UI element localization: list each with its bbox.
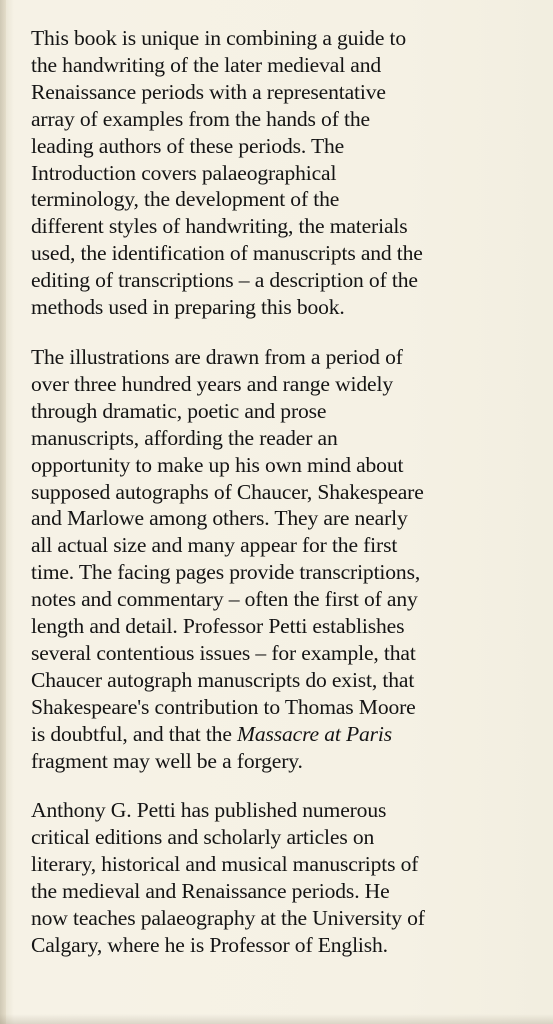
description-paragraph <box>31 25 536 321</box>
page-edge-shadow <box>0 0 6 1024</box>
text-line: array of examples from the hands of the <box>31 106 370 131</box>
text-line: different styles of handwriting, the materials <box>31 214 408 239</box>
text-line <box>31 721 536 748</box>
text-line: manuscripts, affording the reader an <box>31 425 338 450</box>
page-bottom-shadow <box>0 1014 553 1024</box>
text-line: methods used in preparing this book. <box>31 295 345 320</box>
text-line: fragment may well be a forgery. <box>31 748 303 773</box>
text-line: notes and commentary – often the first of any <box>31 587 418 612</box>
text-line: terminology, the development of the <box>31 187 340 212</box>
illustrations-paragraph <box>31 344 536 775</box>
text-line: This book is unique in combining a guide to <box>31 26 407 50</box>
author-bio-paragraph <box>31 797 536 958</box>
text-line: Anthony G. Petti has published numerous <box>31 798 387 823</box>
text-line: and Marlowe among others. They are nearly <box>31 506 408 531</box>
text-line: several contentious issues – for example, that <box>31 640 416 665</box>
text-line: the handwriting of the later medieval and <box>31 52 382 77</box>
text-line: over three hundred years and range widely <box>31 371 393 396</box>
text-line: supposed autographs of Chaucer, Shakespeare <box>31 479 424 504</box>
text-line: length and detail. Professor Petti establishes <box>31 614 405 639</box>
text-line: critical editions and scholarly articles on <box>31 825 375 850</box>
text-line: The illustrations are drawn from a period of <box>31 344 403 369</box>
text-line: through dramatic, poetic and prose <box>31 398 327 423</box>
text-line: the medieval and Renaissance periods. He <box>31 879 390 904</box>
text-fragment: is doubtful, and that the <box>31 721 238 746</box>
text-line: editing of transcriptions – a description of the <box>31 268 418 293</box>
italic-title: Massacre at Paris <box>237 721 393 746</box>
text-line: all actual size and many appear for the first <box>31 533 398 558</box>
text-line: leading authors of these periods. The <box>31 133 345 158</box>
text-line: literary, historical and musical manuscripts of <box>31 852 419 877</box>
text-line: Introduction covers palaeographical <box>31 160 337 185</box>
text-line: Renaissance periods with a representative <box>31 79 386 104</box>
text-line: opportunity to make up his own mind about <box>31 452 404 477</box>
blurb-text <box>31 25 536 959</box>
text-line: Shakespeare's contribution to Thomas Moore <box>31 694 416 719</box>
text-line: used, the identification of manuscripts and the <box>31 241 423 266</box>
text-line: Calgary, where he is Professor of English. <box>31 933 388 957</box>
text-line: Chaucer autograph manuscripts do exist, that <box>31 667 415 692</box>
text-line: time. The facing pages provide transcriptions, <box>31 560 421 585</box>
text-line: now teaches palaeography at the University of <box>31 906 425 931</box>
